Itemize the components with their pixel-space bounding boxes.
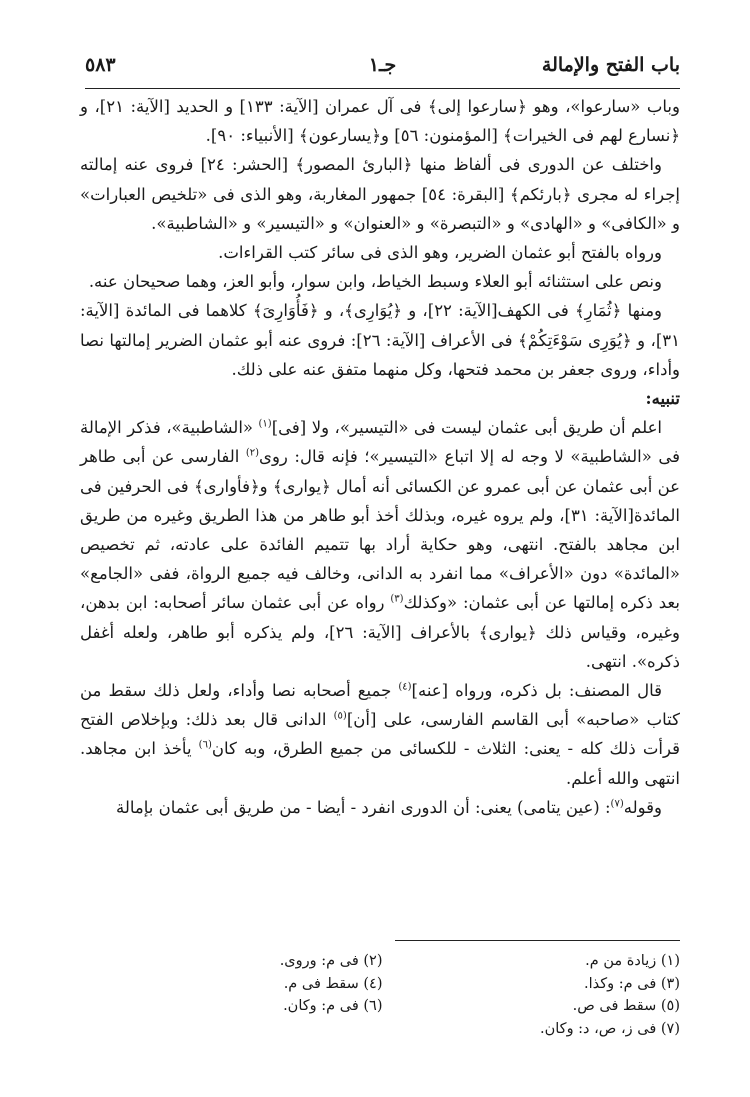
footnote-ref[interactable]: (٦) [198, 739, 212, 751]
footnotes [85, 950, 680, 1040]
page-number: ٥٨٣ [85, 54, 116, 76]
paragraph: ورواه بالفتح أبو عثمان الضرير، وهو الذى فى سائر كتب القراءات. [218, 243, 662, 263]
text-run: الفارسى عن أبى طاهر عن أبى عثمان عن أبى عمرو عن الكسائى أنه أمال ﴿يوارى﴾ و﴿فأوارى﴾ فى الحرفين فى المائدة[الآية: ٣١]، ولم يروه غيره، وبذلك أخذ أبو طاهر من هذا الطريق وغيره من طريق ابن مجاهد بالفتح. انتهى، وهو حكاية أراد بها تتميم الفائدة على عادته، ثم تخصيص «المائدة» دون «الأعراف» مما انفرد به الدانى، وخالف فيه جميع الرواة، ففى «الجامع» بعد ذكره إمالتها عن أبى عثمان: «وكذلك [80, 447, 680, 613]
paragraph [80, 413, 680, 676]
paragraph [80, 793, 680, 822]
text-run: وقوله [623, 797, 662, 817]
main-text [80, 92, 680, 822]
footnote: (٦) فى م: وكان. [283, 998, 383, 1014]
text-run: اعلم أن طريق أبى عثمان ليست فى «التيسير»، ولا [فى] [271, 418, 663, 438]
footnote-ref[interactable]: (٤) [398, 681, 412, 693]
text-run: يأخذ ابن مجاهد. انتهى والله أعلم. [80, 739, 680, 788]
paragraph [80, 676, 680, 793]
footnote-ref[interactable]: (٢) [245, 447, 260, 459]
footnote: (٣) فى م: وكذا. [584, 975, 680, 992]
footnote-ref[interactable]: (٧) [610, 798, 624, 810]
chapter-title: باب الفتح والإمالة [541, 54, 680, 76]
paragraph: واختلف عن الدورى فى ألفاظ منها ﴿البارئ المصور﴾ [الحشر: ٢٤] فروى عنه إمالته إجراء له مجرى ﴿بارئكم﴾ [البقرة: ٥٤] جمهور المغاربة، وهو الذى فى «تلخيص العبارات» و «الكافى» و «الهادى» و «التبصرة» و «العنوان» و «التيسير» و «الشاطبية». [80, 155, 680, 233]
footnote: (٤) سقط فى م. [283, 975, 383, 992]
text-run: «الشاطبية»، فذكر الإمالة فى «الشاطبية» لا وجه له إلا اتباع «التيسير»؛ فإنه قال: روى [80, 418, 681, 467]
footnote: (٧) فى ز، ص، د: وكان. [539, 1020, 680, 1037]
volume-label: جـ١ [368, 54, 397, 76]
text-run: الدانى قال بعد ذلك: وبإخلاص الفتح قرأت ذلك كله - يعنى: الثلاث - للكسائى من جميع الطرق، وبه كان [80, 710, 680, 759]
paragraph: وباب «سارعوا»، وهو ﴿سارعوا إلى﴾ فى آل عمران [الآية: ١٣٣] و الحديد [الآية: ٢١]، و ﴿نسارع لهم فى الخيرات﴾ [المؤمنون: ٥٦] و﴿يسارعون﴾ [الأنبياء: ٩٠]. [80, 97, 680, 146]
footnote-ref[interactable]: (٥) [333, 710, 347, 722]
text-run: قال المصنف: بل ذكره، ورواه [عنه] [411, 681, 662, 701]
text-run: جميع أصحابه نصا وأداء، ولعل ذلك سقط من كتاب «صاحبه» أبى القاسم الفارسى، على [أن] [80, 681, 680, 730]
paragraph: ومنها ﴿ثُمَارِ﴾ فى الكهف[الآية: ٢٢]، و ﴿يُوَارِى﴾، و ﴿فَأُوَارِىَ﴾ كلاهما فى المائدة [الآية: ٣١]، و ﴿يُوَرِى سَوْءَتِكُمْ﴾ فى الأعراف [الآية: ٢٦]: فروى عنه أبو عثمان الضرير إمالتها نصا وأداء، وروى جعفر بن محمد فتحها، وكل منهما متفق عنه على ذلك. [80, 301, 681, 379]
footnote-ref[interactable]: (٣) [390, 593, 404, 605]
text-run: رواه عن أبى عثمان سائر أصحابه: ابن بدهن، وغيره، وقياس ذلك ﴿يوارى﴾ بالأعراف [الآية: ٢٦]، ولم يذكره أبو طاهر، ولعله أغفل ذكره». انتهى. [80, 593, 680, 671]
footnote: (٥) سقط فى ص. [572, 998, 680, 1014]
footnote-divider [395, 940, 680, 941]
section-heading: تنبيه: [645, 389, 680, 409]
footnote: (١) زيادة من م. [585, 953, 680, 969]
running-header [85, 50, 680, 89]
footnote: (٢) فى م: وروى. [279, 953, 383, 969]
text-run: : (عين يتامى) يعنى: أن الدورى انفرد - أيضا - من طريق أبى عثمان بإمالة [116, 797, 611, 817]
paragraph: ونص على استثنائه أبو العلاء وسبط الخياط، وابن سوار، وأبو العز، وهما صحيحان عنه. [88, 272, 662, 292]
footnote-ref[interactable]: (١) [258, 418, 272, 430]
